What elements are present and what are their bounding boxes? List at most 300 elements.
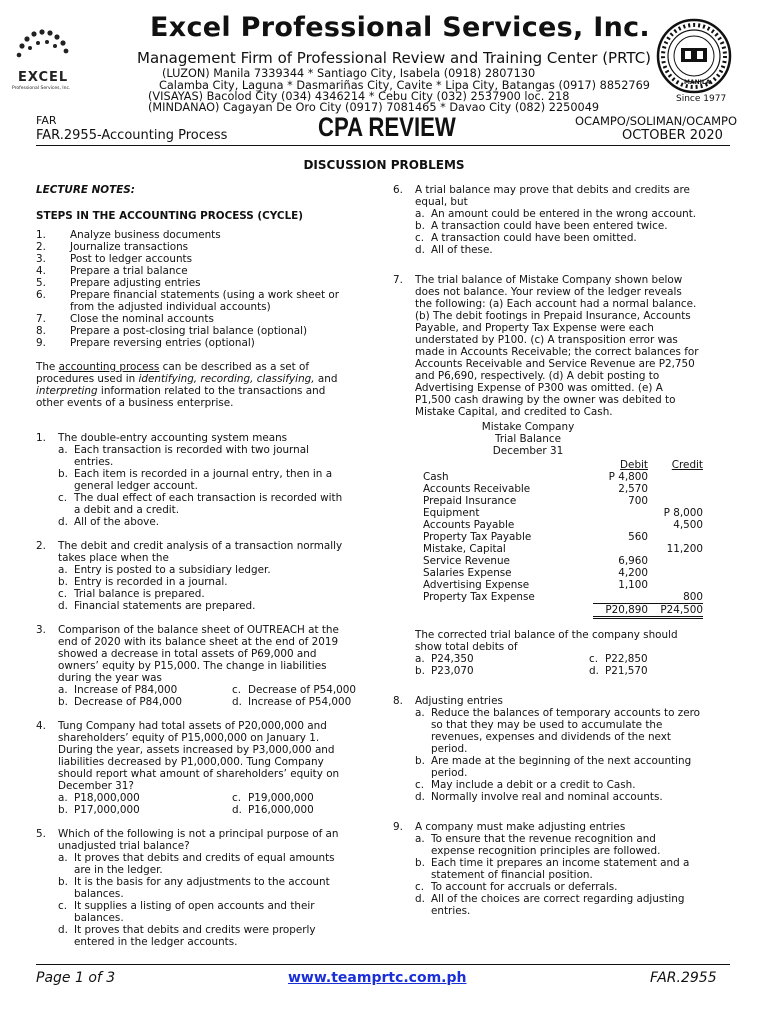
- question-stem-text: [415, 821, 625, 833]
- stem-line: December 31?: [58, 780, 134, 792]
- choice-line: Are made at the beginning of the next accounting: [431, 755, 692, 767]
- choice-letter: b.: [58, 876, 68, 888]
- tb-account: Property Tax Payable: [423, 531, 532, 543]
- step-text: Close the nominal accounts: [70, 313, 214, 325]
- choice: [36, 516, 376, 528]
- step-text: Prepare a post-closing trial balance (optional): [70, 325, 308, 337]
- choice-letter: a.: [58, 792, 68, 804]
- step-number: 7.: [36, 313, 46, 325]
- question-9: [393, 821, 733, 917]
- step-item: [36, 241, 376, 253]
- question-stem: [36, 720, 376, 792]
- stem-line: should report what amount of shareholders’ equity on: [58, 768, 340, 780]
- tb-account: Mistake, Capital: [423, 543, 506, 555]
- stem-line: liabilities decreased by P1,000,000. Tung Company: [58, 756, 324, 768]
- choice-line: To ensure that the revenue recognition and: [431, 833, 656, 845]
- choice-text: [74, 588, 205, 600]
- choice-text: [74, 468, 332, 492]
- tb-account: Prepaid Insurance: [423, 495, 517, 507]
- choice-text: [74, 900, 315, 924]
- choice-letter: b.: [415, 220, 425, 232]
- question-stem: [393, 274, 733, 418]
- question-5: [36, 828, 376, 948]
- choice-letter: a.: [415, 653, 425, 665]
- stem-line: show total debits of: [415, 641, 518, 653]
- choice-text: Increase of P54,000: [248, 696, 352, 708]
- question-7-prompt: [393, 629, 733, 653]
- choice-letter: c.: [58, 588, 68, 600]
- choice-line: so that they may be used to accumulate the: [431, 719, 663, 731]
- choice-letter: a.: [58, 684, 68, 696]
- question-stem: [36, 624, 376, 684]
- stem-line: the following: (a) Each account had a normal balance.: [415, 298, 697, 310]
- choice: [393, 779, 733, 791]
- stem-line: Payable, and Property Tax Expense were each: [415, 322, 654, 334]
- step-number: 3.: [36, 253, 46, 265]
- choice-line: general ledger account.: [74, 480, 198, 492]
- choice-line: Each time it prepares an income statement and a: [431, 857, 690, 869]
- choice: [36, 852, 376, 876]
- choice-letter: d.: [58, 924, 68, 936]
- step-text: Prepare reversing entries (optional): [70, 337, 255, 349]
- choice-line: revenues, expenses and dividends of the next: [431, 731, 671, 743]
- steps-list: [36, 229, 376, 349]
- choice-letter: c.: [415, 232, 425, 244]
- choice-text: [431, 791, 663, 803]
- step-item: [36, 265, 376, 277]
- choice-text: P22,850: [605, 653, 648, 665]
- question-stem-text: [58, 828, 339, 852]
- step-item: [36, 313, 376, 325]
- tb-account: Service Revenue: [423, 555, 510, 567]
- choice-text: [431, 707, 700, 755]
- tb-amount: [593, 591, 648, 604]
- choice-text: P21,570: [605, 665, 648, 677]
- choice-line: An amount could be entered in the wrong account.: [431, 208, 697, 220]
- stem-line: Mistake Capital, and credited to Cash.: [415, 406, 613, 418]
- choice-letter: d.: [415, 791, 425, 803]
- choice-text: [74, 444, 309, 468]
- tb-amount: [648, 495, 703, 507]
- choice-line: Financial statements are prepared.: [74, 600, 256, 612]
- stem-line: made in Accounts Receivable; the correct balances for: [415, 346, 699, 358]
- choice-pair: [393, 653, 733, 665]
- tb-header-cell: Credit: [671, 459, 703, 471]
- choice-line: entries.: [74, 456, 114, 468]
- question-number: 1.: [36, 432, 46, 444]
- choice-letter: c.: [232, 684, 242, 696]
- choice-text: P19,000,000: [248, 792, 314, 804]
- tb-total: [423, 604, 593, 618]
- question-number: 8.: [393, 695, 403, 707]
- choice: [393, 232, 733, 244]
- choice-letter: c.: [58, 900, 68, 912]
- cpa-review-banner: CPA REVIEW: [318, 112, 456, 142]
- tb-title-line: December 31: [492, 445, 564, 457]
- choice-letter: b.: [415, 665, 425, 677]
- choice: [36, 876, 376, 900]
- tb-total: P20,890: [593, 604, 648, 618]
- header-rule: [36, 145, 730, 146]
- step-item: [36, 253, 376, 265]
- module-code: FAR.2955-Accounting Process: [36, 128, 228, 143]
- choice-line: A transaction could have been omitted.: [431, 232, 637, 244]
- footer-rule: [36, 964, 730, 965]
- choice-letter: d.: [58, 600, 68, 612]
- stem-line: The trial balance of Mistake Company shown below: [415, 274, 683, 286]
- choice-letter: a.: [58, 564, 68, 576]
- choice-line: Each transaction is recorded with two journal: [74, 444, 309, 456]
- footer-code: FAR.2955: [650, 970, 717, 986]
- choice-letter: c.: [415, 881, 425, 893]
- tb-row: [423, 483, 703, 495]
- choice: [36, 924, 376, 948]
- tb-amount: [593, 519, 648, 531]
- choice-line: Normally involve real and nominal accounts.: [431, 791, 663, 803]
- tb-amount: [648, 483, 703, 495]
- question-stem-text: [415, 274, 699, 418]
- tb-row: [423, 591, 703, 604]
- tb-title-line: Trial Balance: [495, 433, 561, 445]
- choice-text: [74, 516, 159, 528]
- stem-line: The corrected trial balance of the company should: [415, 629, 678, 641]
- stem-line: Comparison of the balance sheet of OUTREACH at the: [58, 624, 339, 636]
- choice-letter: b.: [58, 804, 68, 816]
- question-number: 6.: [393, 184, 403, 196]
- choice: [36, 492, 376, 516]
- question-stem-text: [58, 720, 339, 792]
- question-number: 2.: [36, 540, 46, 552]
- website-link[interactable]: www.teamprtc.com.ph: [288, 970, 467, 986]
- choice-letter: b.: [58, 696, 68, 708]
- tb-total: P24,500: [648, 604, 703, 618]
- choice-letter: b.: [415, 857, 425, 869]
- tb-row: [423, 543, 703, 555]
- stem-line: end of 2020 with its balance sheet at the end of 2019: [58, 636, 339, 648]
- stem-line: shareholders’ equity of P15,000,000 on January 1.: [58, 732, 320, 744]
- choice-line: Reduce the balances of temporary accounts to zero: [431, 707, 701, 719]
- tb-amount: P 4,800: [608, 471, 648, 483]
- choice-text: [431, 220, 668, 232]
- choice-letter: a.: [415, 707, 425, 719]
- tb-amount: [648, 567, 703, 579]
- step-text: Prepare a trial balance: [70, 265, 188, 277]
- question-2: [36, 540, 376, 612]
- choice: [393, 707, 733, 755]
- stem-line: unadjusted trial balance?: [58, 840, 190, 852]
- stem-line: A company must make adjusting entries: [415, 821, 626, 833]
- stem-line: Tung Company had total assets of P20,000,000 and: [58, 720, 327, 732]
- step-number: 4.: [36, 265, 46, 277]
- choice-line: The dual effect of each transaction is recorded with: [74, 492, 343, 504]
- left-column: [36, 184, 376, 948]
- tb-amount: 560: [628, 531, 648, 543]
- choice-letter: c.: [415, 779, 425, 791]
- question-6: [393, 184, 733, 256]
- tb-row: [423, 567, 703, 579]
- stem-line: A trial balance may prove that debits and credits are: [415, 184, 690, 196]
- question-3: [36, 624, 376, 708]
- choice-line: entries.: [431, 905, 471, 917]
- tb-row: [423, 531, 703, 543]
- choice: [393, 220, 733, 232]
- tb-amount: [648, 579, 703, 591]
- step-item: [36, 289, 376, 301]
- question-stem: [36, 828, 376, 852]
- choice-line: All of the choices are correct regarding adjusting: [431, 893, 685, 905]
- date: OCTOBER 2020: [622, 128, 723, 143]
- choice-letter: c.: [232, 792, 242, 804]
- tb-row: [423, 495, 703, 507]
- stem-line: and P6,690, respectively. (d) A debit posting to: [415, 370, 660, 382]
- stem-line: does not balance. Your review of the ledger reveals: [415, 286, 682, 298]
- choice-text: [74, 852, 335, 876]
- choice: [393, 857, 733, 881]
- choice: [36, 600, 376, 612]
- question-stem: [393, 695, 733, 707]
- choice-pair: [36, 684, 376, 696]
- tb-amount: [648, 531, 703, 543]
- tb-amount: 4,500: [673, 519, 703, 531]
- tb-amount: 2,570: [618, 483, 648, 495]
- tb-account: Cash: [423, 471, 449, 483]
- lecture-notes-heading: LECTURE NOTES:: [36, 184, 135, 196]
- subject-label: FAR: [36, 114, 57, 127]
- tb-total-row: [423, 604, 703, 618]
- step-item: [36, 229, 376, 241]
- choice-text: [74, 876, 330, 900]
- tb-amount: [593, 543, 648, 555]
- choice-text: Decrease of P84,000: [74, 696, 182, 708]
- choice-letter: d.: [58, 516, 68, 528]
- step-item: [36, 301, 376, 313]
- trial-balance-title: [393, 421, 663, 457]
- question-number: 3.: [36, 624, 46, 636]
- choice-text: [74, 576, 228, 588]
- question-number: 9.: [393, 821, 403, 833]
- tb-amount: [593, 507, 648, 519]
- choice: [393, 791, 733, 803]
- choice-letter: d.: [415, 244, 425, 256]
- choice-letter: a.: [58, 444, 68, 456]
- step-text: Prepare adjusting entries: [70, 277, 201, 289]
- question-stem-text: [58, 432, 287, 444]
- address-calabarzon: Calamba City, Laguna * Dasmariñas City, Cavite * Lipa City, Batangas (0917) 8852769: [159, 79, 650, 92]
- tb-account: Property Tax Expense: [423, 591, 535, 604]
- choice-text: Increase of P84,000: [74, 684, 178, 696]
- tb-row: [423, 579, 703, 591]
- tb-amount: [648, 471, 703, 483]
- stem-line: owners’ equity by P15,000. The change in liabilities: [58, 660, 327, 672]
- choice-line: are in the ledger.: [74, 864, 163, 876]
- choice-text: Decrease of P54,000: [248, 684, 356, 696]
- step-number: 1.: [36, 229, 46, 241]
- choice-pair: [36, 696, 376, 708]
- tb-amount: 11,200: [666, 543, 703, 555]
- tb-row: [423, 555, 703, 567]
- question-7: [393, 274, 733, 677]
- choice-text: [431, 779, 636, 791]
- choice-letter: d.: [232, 804, 242, 816]
- company-name: Excel Professional Services, Inc.: [150, 12, 650, 43]
- choice: [36, 468, 376, 492]
- tb-account: Advertising Expense: [423, 579, 530, 591]
- choice-line: All of the above.: [74, 516, 160, 528]
- since-year: Since 1977: [676, 94, 727, 104]
- choice-pair: [36, 792, 376, 804]
- choice-text: [431, 833, 660, 857]
- company-subtitle: Management Firm of Professional Review and Training Center (PRTC): [137, 49, 652, 67]
- step-text: Analyze business documents: [70, 229, 221, 241]
- step-text: from the adjusted individual accounts): [70, 301, 271, 313]
- accounting-process-term: accounting process: [58, 361, 160, 373]
- choice-line: statement of financial position.: [431, 869, 593, 881]
- choice-text: P16,000,000: [248, 804, 314, 816]
- address-luzon: (LUZON) Manila 7339344 * Santiago City, Isabela (0918) 2807130: [162, 67, 536, 80]
- question-stem: [393, 821, 733, 833]
- question-stem-text: [415, 184, 690, 208]
- choice-text: [74, 564, 271, 576]
- stem-line: showed a decrease in total assets of P69,000 and: [58, 648, 317, 660]
- step-item: [36, 337, 376, 349]
- choice-line: It proves that debits and credits were properly: [74, 924, 316, 936]
- choice-line: A transaction could have been entered twice.: [431, 220, 668, 232]
- choice-text: [74, 924, 316, 948]
- choice-text: [74, 600, 255, 612]
- choice-letter: a.: [415, 208, 425, 220]
- choice-letter: b.: [58, 576, 68, 588]
- authors: OCAMPO/SOLIMAN/OCAMPO: [575, 114, 738, 128]
- tb-amount: 6,960: [618, 555, 648, 567]
- address-mindanao: (MINDANAO) Cagayan De Oro City (0917) 7081465 * Davao City (082) 2250049: [148, 101, 600, 114]
- choice: [393, 833, 733, 857]
- choice: [36, 444, 376, 468]
- choice-line: balances.: [74, 912, 124, 924]
- tb-row: [423, 471, 703, 483]
- choice-text: [431, 232, 637, 244]
- choice-letter: a.: [415, 833, 425, 845]
- stem-line: Which of the following is not a principal purpose of an: [58, 828, 339, 840]
- choice: [393, 881, 733, 893]
- choice-line: It supplies a listing of open accounts and their: [74, 900, 315, 912]
- question-4: [36, 720, 376, 816]
- tb-account: Salaries Expense: [423, 567, 512, 579]
- tb-amount: 700: [628, 495, 648, 507]
- choice: [393, 755, 733, 779]
- right-column: [393, 184, 733, 917]
- stem-line: Advertising Expense of P300 was omitted. (e) A: [415, 382, 663, 394]
- logo-wordmark: EXCEL: [18, 70, 69, 85]
- choice-text: [431, 881, 617, 893]
- question-stem-text: [58, 540, 342, 564]
- choice-text: [431, 244, 493, 256]
- choice-text: [431, 893, 684, 917]
- choice: [36, 576, 376, 588]
- tb-account: Accounts Payable: [423, 519, 515, 531]
- step-number: 6.: [36, 289, 46, 301]
- stem-line: equal, but: [415, 196, 468, 208]
- question-number: 5.: [36, 828, 46, 840]
- choice-text: [431, 755, 691, 779]
- choice-letter: d.: [589, 665, 599, 677]
- choice-letter: c.: [58, 492, 68, 504]
- left-questions: [36, 432, 376, 948]
- stem-line: The debit and credit analysis of a transaction normally: [58, 540, 343, 552]
- choice-line: It is the basis for any adjustments to the account: [74, 876, 330, 888]
- question-stem-text: [58, 624, 339, 684]
- choice-line: expense recognition principles are followed.: [431, 845, 661, 857]
- choice: [393, 208, 733, 220]
- step-text: Journalize transactions: [70, 241, 189, 253]
- stem-line: (b) The debit footings in Prepaid Insurance, Accounts: [415, 310, 691, 322]
- stem-line: takes place when the: [58, 552, 169, 564]
- choice-line: Entry is recorded in a journal.: [74, 576, 228, 588]
- address-visayas: (VISAYAS) Bacolod City (034) 4346214 * Cebu City (032) 2537900 loc. 218: [148, 90, 570, 103]
- stem-line: P1,500 cash drawing by the owner was debited to: [415, 394, 676, 406]
- stem-line: During the year, assets increased by P3,000,000 and: [58, 744, 335, 756]
- tb-amount: 1,100: [618, 579, 648, 591]
- tb-amount: [648, 555, 703, 567]
- choice-text: [431, 857, 689, 881]
- choice-line: All of these.: [431, 244, 493, 256]
- accounting-process-paragraph: The accounting process can be described as a set of procedures used in identifying, recording, classifying, and interpreting information related to the transactions and other events of a business enterprise.: [36, 361, 338, 409]
- choice: [36, 564, 376, 576]
- tb-account: Equipment: [423, 507, 480, 519]
- choice: [393, 893, 733, 917]
- stem-line: understated by P100. (c) A transposition error was: [415, 334, 678, 346]
- choice-letter: c.: [589, 653, 599, 665]
- choice-letter: d.: [232, 696, 242, 708]
- page-title: DISCUSSION PROBLEMS: [303, 158, 465, 172]
- tb-header-cell: Debit: [620, 459, 648, 471]
- stem-line: during the year was: [58, 672, 162, 684]
- choice: [36, 900, 376, 924]
- choice-pair: [393, 665, 733, 677]
- choice-line: To account for accruals or deferrals.: [431, 881, 618, 893]
- step-number: 5.: [36, 277, 46, 289]
- choice-letter: b.: [58, 468, 68, 480]
- choice-line: balances.: [74, 888, 124, 900]
- stem-line: Accounts Receivable and Service Revenue are P2,750: [415, 358, 695, 370]
- steps-heading: STEPS IN THE ACCOUNTING PROCESS (CYCLE): [36, 210, 304, 222]
- question-stem-text: [415, 695, 503, 707]
- question-stem: [36, 540, 376, 564]
- tb-title-line: Mistake Company: [481, 421, 575, 433]
- question-8: [393, 695, 733, 803]
- choice-line: May include a debit or a credit to Cash.: [431, 779, 636, 791]
- page-number: Page 1 of 3: [36, 970, 116, 986]
- step-number: 9.: [36, 337, 46, 349]
- choice-text: P23,070: [431, 665, 474, 677]
- tb-amount: P 8,000: [663, 507, 703, 519]
- step-number: 8.: [36, 325, 46, 337]
- stem-line: Adjusting entries: [415, 695, 503, 707]
- question-stem: [393, 184, 733, 208]
- question-number: 4.: [36, 720, 46, 732]
- stem-line: The double-entry accounting system means: [58, 432, 288, 444]
- choice-line: It proves that debits and credits of equal amounts: [74, 852, 335, 864]
- question-number: 7.: [393, 274, 403, 286]
- choice-pair: [36, 804, 376, 816]
- choice-letter: a.: [58, 852, 68, 864]
- trial-balance-table: [423, 459, 703, 619]
- step-number: [36, 301, 70, 313]
- logo-tagline: Professional Services, Inc.: [12, 86, 71, 91]
- tb-account: Accounts Receivable: [423, 483, 531, 495]
- choice-line: Each item is recorded in a journal entry, then in a: [74, 468, 333, 480]
- step-text: Post to ledger accounts: [70, 253, 193, 265]
- choice-line: a debit and a credit.: [74, 504, 180, 516]
